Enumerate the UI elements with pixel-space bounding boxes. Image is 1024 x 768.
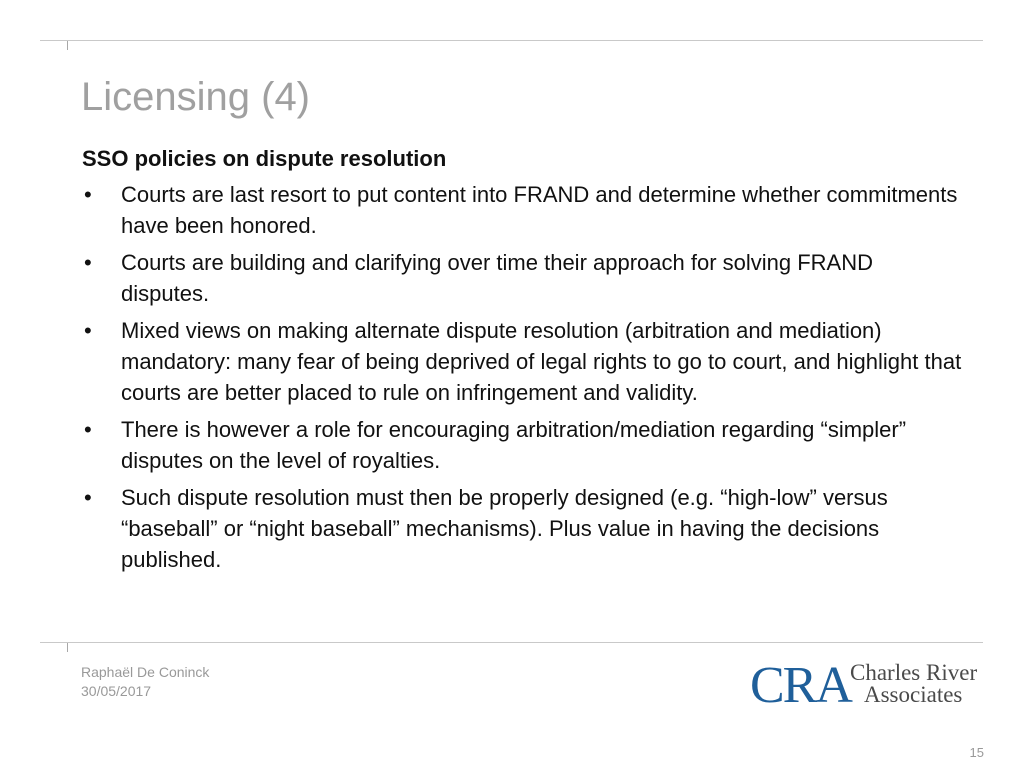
bullet-icon: • — [84, 485, 92, 510]
bullet-item — [82, 247, 962, 309]
bullet-text: Mixed views on making alternate dispute resolution (arbitration and mediation) mandatory: many fear of being deprived of legal rights to go to court, and highlight that courts are better placed to rule on infringement and validity. — [121, 318, 962, 405]
bullet-text: There is however a role for encouraging arbitration/mediation regarding “simpler” disputes on the level of royalties. — [121, 417, 907, 473]
slide-title: Licensing (4) — [81, 75, 311, 119]
logo-name-line2: Associates — [864, 682, 963, 707]
bullet-icon: • — [84, 182, 92, 207]
slide-body — [82, 145, 962, 581]
logo-mark: CRA — [750, 657, 851, 714]
bullet-list — [82, 179, 962, 575]
bullet-item — [82, 482, 962, 575]
bullet-item — [82, 414, 962, 476]
page-number: 15 — [969, 745, 984, 760]
bullet-text: Courts are last resort to put content into FRAND and determine whether commitments have been honored. — [121, 182, 958, 238]
logo-name-line1: Charles River — [850, 660, 978, 685]
bullet-icon: • — [84, 417, 92, 442]
bullet-item — [82, 315, 962, 408]
bottom-divider-tick — [67, 643, 68, 652]
section-heading: SSO policies on dispute resolution — [82, 146, 447, 171]
bottom-divider — [40, 642, 983, 643]
bullet-item — [82, 179, 962, 241]
bullet-icon: • — [84, 250, 92, 275]
bullet-text: Courts are building and clarifying over time their approach for solving FRAND disputes. — [121, 250, 874, 306]
top-divider — [40, 40, 983, 41]
bullet-icon: • — [84, 318, 92, 343]
logo-company-name — [850, 662, 977, 706]
top-divider-tick — [67, 41, 68, 50]
footer-date: 30/05/2017 — [81, 683, 152, 699]
company-logo — [750, 657, 990, 714]
bullet-text: Such dispute resolution must then be properly designed (e.g. “high-low” versus “baseball” or “night baseball” mechanisms). Plus value in having the decisions published. — [121, 485, 888, 572]
footer-author: Raphaël De Coninck — [81, 664, 210, 680]
